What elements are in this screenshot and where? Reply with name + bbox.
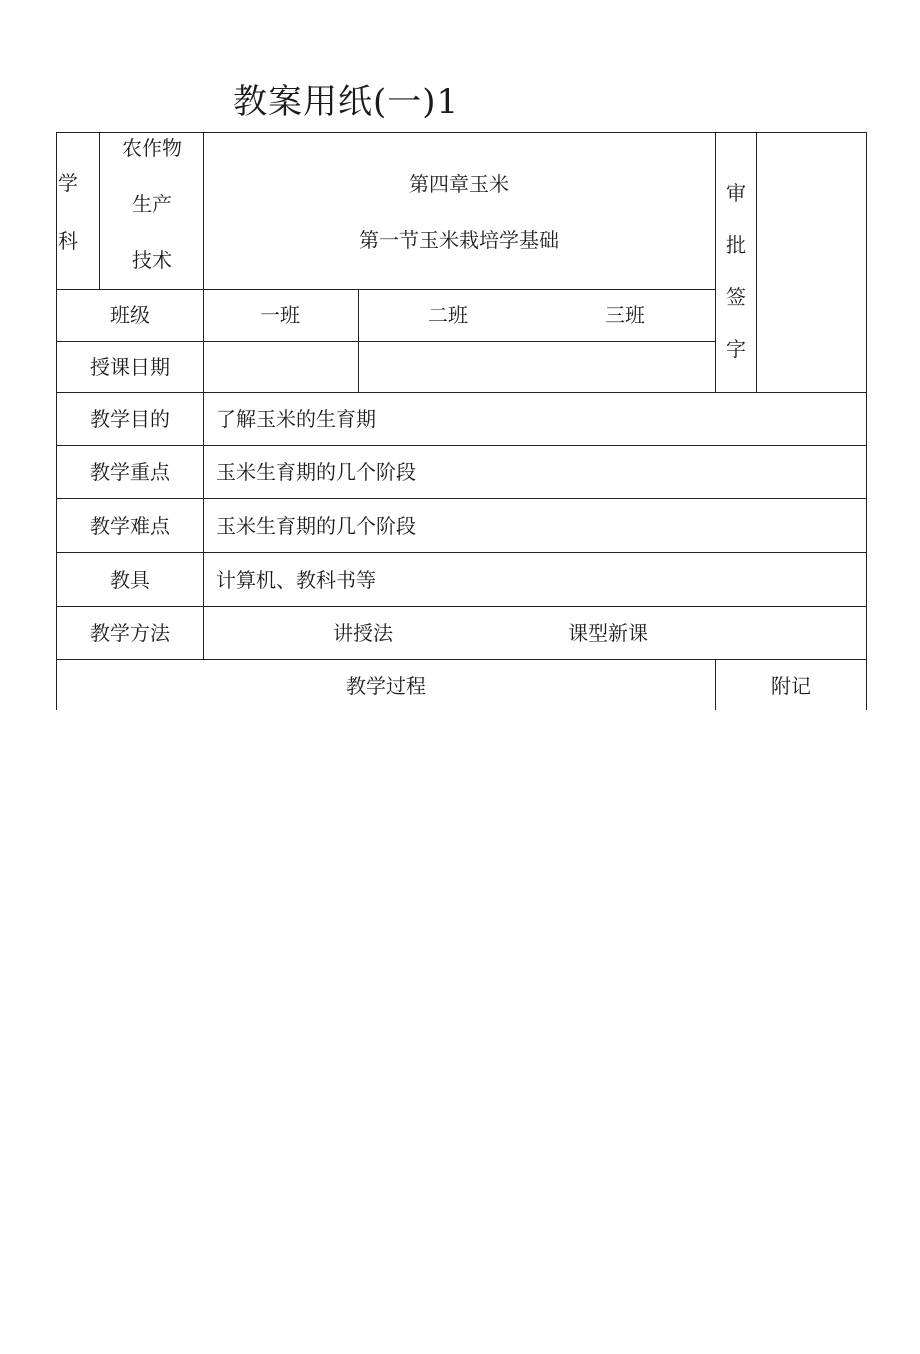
chapter-title: 第四章玉米	[409, 172, 509, 196]
table-rule	[715, 659, 716, 710]
subject-value-line-1: 农作物	[122, 136, 182, 160]
method-value: 讲授法	[333, 621, 393, 645]
table-rule	[56, 659, 867, 660]
table-rule	[56, 392, 867, 393]
table-rule	[56, 132, 867, 133]
key-points-value: 玉米生育期的几个阶段	[216, 460, 416, 484]
tools-label: 教具	[110, 568, 150, 592]
key-points-label: 教学重点	[90, 460, 170, 484]
date-label: 授课日期	[90, 355, 170, 379]
notes-label: 附记	[771, 674, 811, 698]
class-label: 班级	[110, 303, 150, 327]
class-2: 二班	[428, 303, 468, 327]
approval-label-4: 字	[726, 337, 746, 361]
approval-signature-field[interactable]	[757, 133, 866, 392]
process-label: 教学过程	[346, 674, 426, 698]
objective-value: 了解玉米的生育期	[216, 407, 376, 431]
table-rule	[56, 552, 867, 553]
class-1: 一班	[260, 303, 300, 327]
table-rule	[56, 606, 867, 607]
method-label: 教学方法	[90, 621, 170, 645]
date-field-1[interactable]	[204, 342, 358, 392]
table-rule	[715, 132, 716, 392]
lesson-plan-table	[56, 132, 867, 710]
table-rule	[56, 445, 867, 446]
date-field-2[interactable]	[359, 342, 715, 392]
subject-value-line-3: 技术	[132, 248, 172, 272]
table-rule	[56, 289, 715, 290]
difficulties-value: 玉米生育期的几个阶段	[216, 514, 416, 538]
approval-label-1: 审	[726, 181, 746, 205]
section-title: 第一节玉米栽培学基础	[359, 228, 559, 252]
difficulties-label: 教学难点	[90, 514, 170, 538]
tools-value: 计算机、教科书等	[216, 568, 376, 592]
subject-label-2: 科	[58, 229, 78, 253]
table-rule	[203, 132, 204, 659]
approval-label-3: 签	[726, 285, 746, 309]
class-3: 三班	[605, 303, 645, 327]
table-rule	[99, 132, 100, 289]
table-rule	[56, 132, 57, 710]
objective-label: 教学目的	[90, 407, 170, 431]
table-rule	[866, 132, 867, 710]
subject-label-1: 学	[58, 171, 78, 195]
table-rule	[56, 498, 867, 499]
approval-label-2: 批	[726, 233, 746, 257]
document-title: 教案用纸(一)1	[233, 82, 460, 122]
subject-value-line-2: 生产	[132, 192, 172, 216]
lesson-type: 课型新课	[568, 621, 648, 645]
